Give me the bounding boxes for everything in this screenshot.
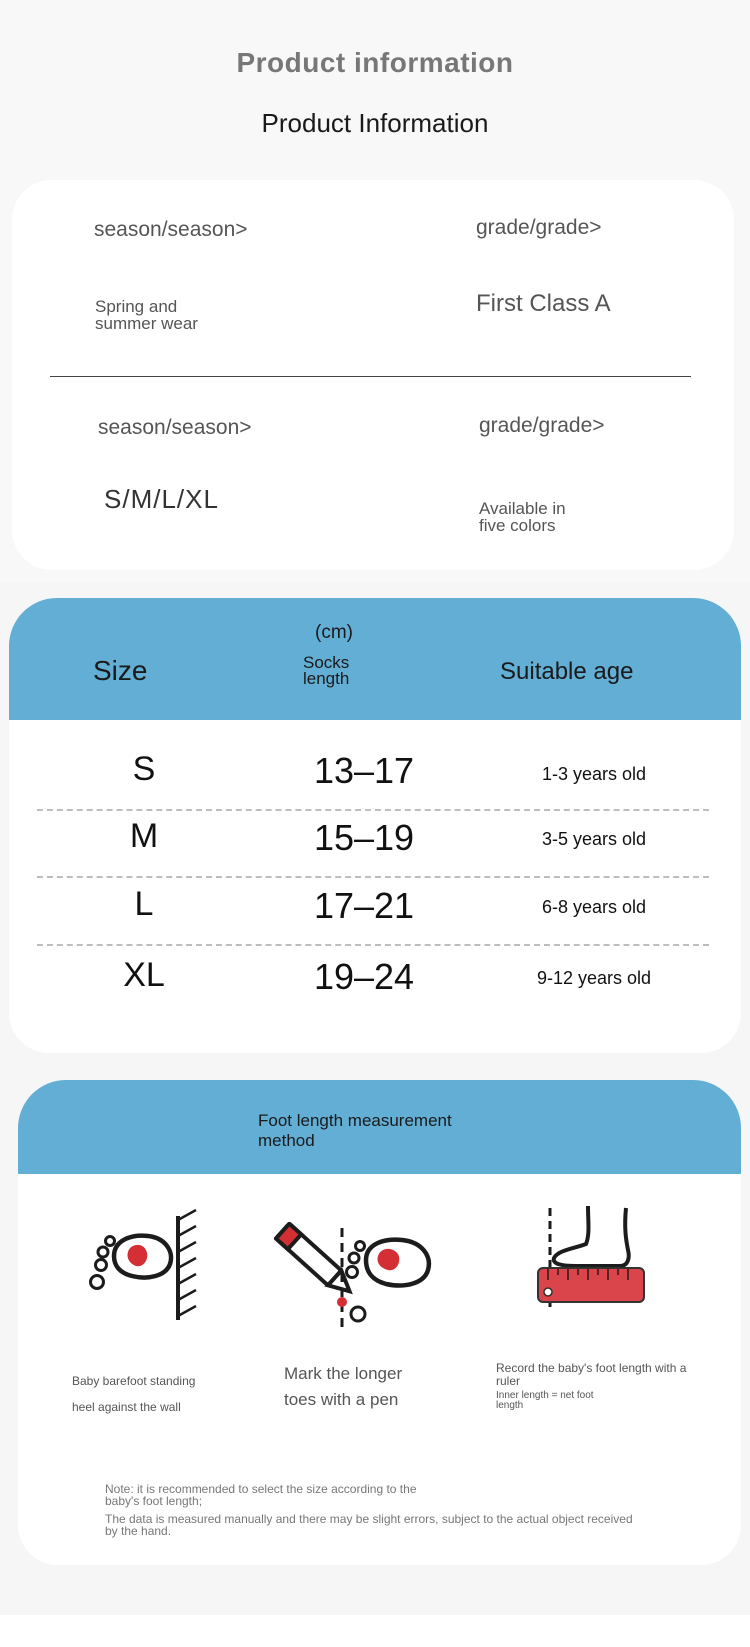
row-divider <box>37 809 709 811</box>
note-line: by the hand. <box>105 1524 172 1538</box>
step-caption-line: toes with a pen <box>284 1390 399 1409</box>
note-measurement-error <box>105 1513 633 1537</box>
age-cell: 9-12 years old <box>536 968 652 988</box>
row-divider <box>37 876 709 878</box>
bottom-strip <box>0 1615 750 1647</box>
step-caption <box>72 1368 195 1420</box>
length-header-line: length <box>303 669 350 688</box>
page-title: Product information <box>236 47 514 78</box>
measurement-title <box>258 1111 488 1151</box>
sizes-value: S/M/L/XL <box>104 484 219 514</box>
pen-marking-toe-icon <box>274 1222 464 1332</box>
length-cell: 17–21 <box>313 885 415 926</box>
step-subcaption: Inner length = net foot <box>496 1390 594 1401</box>
note-line: baby's foot length; <box>105 1494 203 1508</box>
grade-label: grade/grade> <box>476 216 602 239</box>
page-subtitle: Product Information <box>261 108 489 138</box>
step-caption <box>496 1362 686 1411</box>
step-caption-line: ruler <box>496 1374 521 1388</box>
size-table-card <box>9 598 741 1053</box>
table-row <box>9 750 741 818</box>
table-row <box>9 956 741 1024</box>
colors-value-line: Available in <box>479 499 566 518</box>
grade-label: grade/grade> <box>479 414 605 437</box>
age-cell: 3-5 years old <box>541 829 647 849</box>
step-caption-line: heel against the wall <box>72 1400 181 1414</box>
step-caption-line: Record the baby's foot length with a <box>496 1361 687 1375</box>
measurement-title-line: method <box>258 1131 315 1150</box>
step-caption-line: Baby barefoot standing <box>72 1374 196 1388</box>
divider <box>50 376 691 377</box>
step-subcaption: length <box>496 1400 524 1411</box>
age-column-header: Suitable age <box>500 658 634 685</box>
measurement-header <box>18 1080 741 1174</box>
product-info-card <box>12 180 734 570</box>
length-cell: 19–24 <box>313 956 415 997</box>
size-cell: M <box>129 817 159 855</box>
length-cell: 13–17 <box>313 750 415 791</box>
step-caption <box>284 1361 402 1413</box>
season-label: season/season> <box>94 218 248 241</box>
foot-against-wall-icon <box>86 1208 216 1328</box>
table-row <box>9 885 741 953</box>
age-cell: 6-8 years old <box>541 897 647 917</box>
season-label: season/season> <box>98 416 252 439</box>
measurement-title-line: Foot length measurement <box>258 1111 452 1130</box>
size-cell: XL <box>123 956 165 994</box>
row-divider <box>37 944 709 946</box>
season-value-line: Spring and <box>95 297 178 316</box>
season-value-line: summer wear <box>95 314 198 333</box>
colors-value-line: five colors <box>479 516 556 535</box>
table-row <box>9 817 741 885</box>
size-column-header: Size <box>93 655 148 686</box>
length-cell: 15–19 <box>313 817 415 858</box>
foot-on-ruler-icon <box>536 1204 656 1314</box>
size-table-header <box>9 598 741 720</box>
note-size-recommendation <box>105 1483 417 1507</box>
grade-value: First Class A <box>476 290 611 317</box>
season-value <box>95 298 198 332</box>
step-caption-line: Mark the longer <box>284 1364 403 1383</box>
length-column-header <box>303 655 349 687</box>
age-cell: 1-3 years old <box>541 764 647 784</box>
size-cell: L <box>134 885 154 923</box>
measurement-card <box>18 1080 741 1565</box>
unit-label: (cm) <box>315 622 353 643</box>
colors-value <box>479 500 566 534</box>
note-line: The data is measured manually and there may be slight errors, subject to the actual object received <box>105 1512 633 1526</box>
note-line: Note: it is recommended to select the size according to the <box>105 1482 417 1496</box>
length-header-line: Socks <box>303 653 350 672</box>
size-cell: S <box>132 750 156 788</box>
